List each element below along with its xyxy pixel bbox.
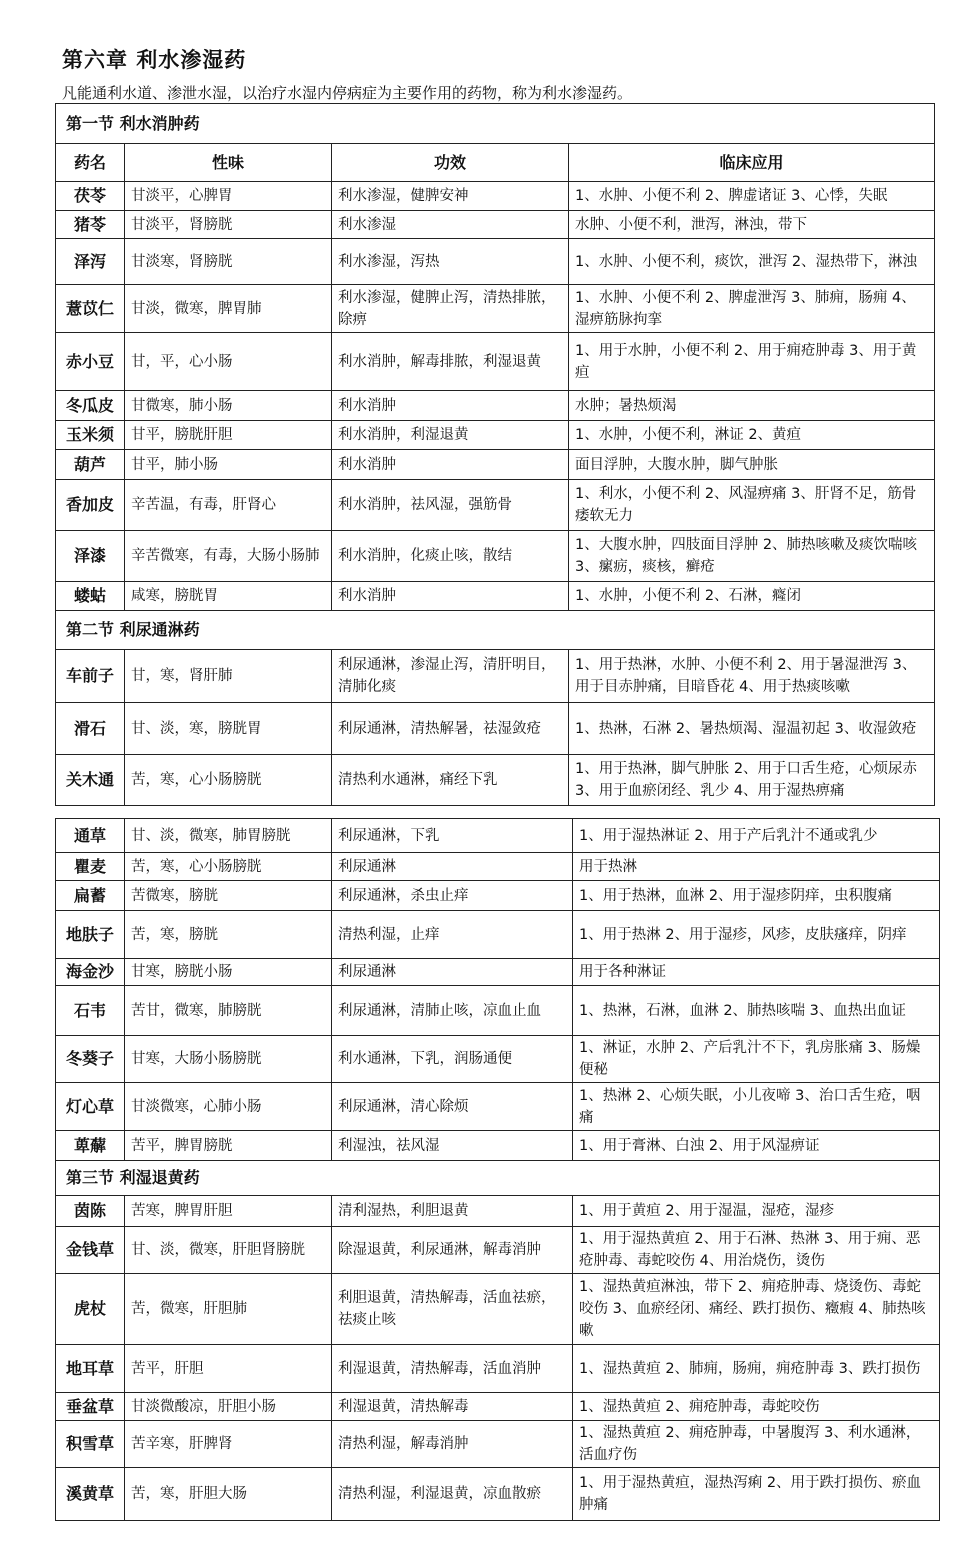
herb-taste: 甘淡平，心脾胃	[125, 182, 332, 211]
herb-use: 1、湿热黄疸淋浊，带下 2、痈疮肿毒、烧烫伤、毒蛇咬伤 3、血瘀经闭、痛经、跌打损伤、癥瘕 4、肺热咳嗽	[573, 1274, 940, 1345]
herb-effect: 清利湿热，利胆退黄	[332, 1196, 573, 1227]
herb-effect: 清热利湿，利湿退黄，凉血散瘀	[332, 1468, 573, 1521]
table-row	[56, 911, 940, 959]
herb-taste: 甘、淡，微寒，肝胆肾膀胱	[125, 1227, 332, 1274]
table-row	[56, 1083, 940, 1131]
table-row	[56, 531, 935, 582]
herb-taste: 甘淡微寒，心肺小肠	[125, 1083, 332, 1131]
herb-effect: 利尿通淋，清心除烦	[332, 1083, 573, 1131]
herb-table-part1	[55, 103, 935, 806]
herb-taste: 甘、淡，寒，膀胱胃	[125, 703, 332, 755]
herb-taste: 苦微寒，膀胱	[125, 881, 332, 911]
herb-name: 蝼蛄	[56, 582, 125, 611]
herb-use: 水肿、小便不利，泄泻，淋浊，带下	[569, 211, 935, 239]
herb-effect: 利水消肿，解毒排脓，利湿退黄	[332, 333, 569, 391]
herb-name: 赤小豆	[56, 333, 125, 391]
herb-name: 积雪草	[56, 1421, 125, 1468]
herb-name: 通草	[56, 819, 125, 853]
herb-effect: 利尿通淋，清热解暑，祛湿敛疮	[332, 703, 569, 755]
herb-effect: 利水消肿	[332, 582, 569, 611]
herb-effect: 利水消肿，化痰止咳，散结	[332, 531, 569, 582]
herb-effect: 利水消肿，祛风湿，强筋骨	[332, 480, 569, 531]
herb-effect: 除湿退黄，利尿通淋，解毒消肿	[332, 1227, 573, 1274]
table-row	[56, 881, 940, 911]
herb-effect: 利尿通淋，杀虫止痒	[332, 881, 573, 911]
herb-taste: 苦甘，微寒，肺膀胱	[125, 986, 332, 1036]
table-row	[56, 1345, 940, 1393]
herb-use: 面目浮肿，大腹水肿，脚气肿胀	[569, 450, 935, 480]
herb-taste: 苦，寒，膀胱	[125, 911, 332, 959]
table-row	[56, 333, 935, 391]
herb-effect: 利水消肿，利湿退黄	[332, 421, 569, 450]
herb-name: 扁蓄	[56, 881, 125, 911]
herb-name: 茯苓	[56, 182, 125, 211]
herb-taste: 苦平，脾胃膀胱	[125, 1131, 332, 1161]
herb-use: 1、热淋，石淋 2、暑热烦渴、湿温初起 3、收湿敛疮	[569, 703, 935, 755]
herb-name: 金钱草	[56, 1227, 125, 1274]
herb-effect: 清热利湿，解毒消肿	[332, 1421, 573, 1468]
herb-effect: 利湿浊，祛风湿	[332, 1131, 573, 1161]
herb-use: 1、用于水肿，小便不利 2、用于痈疮肿毒 3、用于黄疸	[569, 333, 935, 391]
herb-taste: 甘淡，微寒，脾胃肺	[125, 285, 332, 333]
herb-taste: 甘微寒，肺小肠	[125, 391, 332, 421]
herb-taste: 苦辛寒，肝脾肾	[125, 1421, 332, 1468]
section-row	[56, 104, 935, 144]
herb-effect: 利水渗湿，健脾安神	[332, 182, 569, 211]
herb-effect: 清热利水通淋，痛经下乳	[332, 755, 569, 806]
herb-name: 垂盆草	[56, 1393, 125, 1421]
herb-effect: 利湿退黄，清热解毒，活血消肿	[332, 1345, 573, 1393]
table-row	[56, 986, 940, 1036]
herb-use: 1、用于湿热淋证 2、用于产后乳汁不通或乳少	[573, 819, 940, 853]
herb-use: 水肿；暑热烦渴	[569, 391, 935, 421]
herb-name: 猪苓	[56, 211, 125, 239]
herb-use: 1、水肿，小便不利，淋证 2、黄疸	[569, 421, 935, 450]
herb-name: 玉米须	[56, 421, 125, 450]
table-row	[56, 1421, 940, 1468]
chapter-intro: 凡能通利水道、渗泄水湿，以治疗水湿内停病症为主要作用的药物，称为利水渗湿药。	[62, 84, 633, 102]
table-row	[56, 1393, 940, 1421]
herb-taste: 苦平，肝胆	[125, 1345, 332, 1393]
section-title: 第三节 利湿退黄药	[56, 1161, 940, 1196]
herb-name: 香加皮	[56, 480, 125, 531]
herb-name: 灯心草	[56, 1083, 125, 1131]
herb-use: 1、用于热淋 2、用于湿疹，风疹，皮肤瘙痒，阴痒	[573, 911, 940, 959]
herb-effect: 利尿通淋	[332, 959, 573, 986]
herb-name: 关木通	[56, 755, 125, 806]
herb-taste: 甘平，肺小肠	[125, 450, 332, 480]
herb-use: 1、用于黄疸 2、用于湿温，湿疮，湿疹	[573, 1196, 940, 1227]
herb-use: 1、湿热黄疸 2、肺痈，肠痈，痈疮肿毒 3、跌打损伤	[573, 1345, 940, 1393]
table-row	[56, 421, 935, 450]
herb-use: 1、用于热淋，血淋 2、用于湿疹阴痒，虫积腹痛	[573, 881, 940, 911]
herb-use: 用于热淋	[573, 853, 940, 881]
column-header-taste: 性味	[125, 144, 332, 182]
herb-name: 地肤子	[56, 911, 125, 959]
herb-name: 瞿麦	[56, 853, 125, 881]
herb-effect: 利水渗湿，健脾止泻，清热排脓，除痹	[332, 285, 569, 333]
herb-taste: 甘淡微酸凉，肝胆小肠	[125, 1393, 332, 1421]
herb-name: 海金沙	[56, 959, 125, 986]
chapter-title: 第六章 利水渗湿药	[62, 48, 247, 72]
herb-taste: 苦，寒，肝胆大肠	[125, 1468, 332, 1521]
herb-taste: 甘寒，膀胱小肠	[125, 959, 332, 986]
herb-effect: 利水消肿	[332, 450, 569, 480]
table-row	[56, 1036, 940, 1083]
herb-use: 1、用于热淋，水肿、小便不利 2、用于暑湿泄泻 3、用于目赤肿痛，目暗昏花 4、用于热痰咳嗽	[569, 650, 935, 703]
table-row	[56, 582, 935, 611]
herb-effect: 利胆退黄，清热解毒，活血祛瘀，祛痰止咳	[332, 1274, 573, 1345]
herb-taste: 苦寒，脾胃肝胆	[125, 1196, 332, 1227]
herb-effect: 利尿通淋，渗湿止泻，清肝明目，清肺化痰	[332, 650, 569, 703]
herb-name: 冬葵子	[56, 1036, 125, 1083]
herb-name: 石韦	[56, 986, 125, 1036]
table-row	[56, 285, 935, 333]
table-row	[56, 755, 935, 806]
herb-use: 1、热淋 2、心烦失眠，小儿夜啼 3、治口舌生疮，咽痛	[573, 1083, 940, 1131]
herb-effect: 利尿通淋，下乳	[332, 819, 573, 853]
herb-taste: 甘，平，心小肠	[125, 333, 332, 391]
herb-use: 1、水肿、小便不利 2、脾虚泄泻 3、肺痈，肠痈 4、湿痹筋脉拘挛	[569, 285, 935, 333]
table-row	[56, 1227, 940, 1274]
table-row	[56, 391, 935, 421]
herb-effect: 利水消肿	[332, 391, 569, 421]
herb-table-part2	[55, 818, 940, 1521]
herb-taste: 甘、淡，微寒，肺胃膀胱	[125, 819, 332, 853]
herb-effect: 利水渗湿	[332, 211, 569, 239]
herb-taste: 甘，寒，肾肝肺	[125, 650, 332, 703]
herb-taste: 辛苦微寒，有毒，大肠小肠肺	[125, 531, 332, 582]
table-row	[56, 853, 940, 881]
herb-use: 1、湿热黄疸 2、痈疮肿毒，中暑腹泻 3、利水通淋，活血疗伤	[573, 1421, 940, 1468]
herb-name: 虎杖	[56, 1274, 125, 1345]
table-row	[56, 703, 935, 755]
herb-effect: 利尿通淋，清肺止咳，凉血止血	[332, 986, 573, 1036]
herb-name: 泽泻	[56, 239, 125, 285]
table-row	[56, 1468, 940, 1521]
table-row	[56, 1274, 940, 1345]
table-row	[56, 182, 935, 211]
section-title: 第二节 利尿通淋药	[56, 611, 935, 650]
herb-use: 1、湿热黄疸 2、痈疮肿毒，毒蛇咬伤	[573, 1393, 940, 1421]
herb-use: 1、利水，小便不利 2、风湿痹痛 3、肝肾不足，筋骨痿软无力	[569, 480, 935, 531]
herb-use: 1、水肿，小便不利 2、石淋，癃闭	[569, 582, 935, 611]
table-row	[56, 1131, 940, 1161]
herb-taste: 辛苦温，有毒，肝肾心	[125, 480, 332, 531]
table-row	[56, 959, 940, 986]
herb-name: 萆薢	[56, 1131, 125, 1161]
herb-name: 车前子	[56, 650, 125, 703]
herb-use: 1、水肿、小便不利 2、脾虚诸证 3、心悸，失眠	[569, 182, 935, 211]
herb-taste: 甘淡寒，肾膀胱	[125, 239, 332, 285]
table-row	[56, 480, 935, 531]
herb-name: 泽漆	[56, 531, 125, 582]
table-row	[56, 211, 935, 239]
table-row	[56, 819, 940, 853]
herb-taste: 甘淡平，肾膀胱	[125, 211, 332, 239]
herb-use: 1、淋证，水肿 2、产后乳汁不下，乳房胀痛 3、肠燥便秘	[573, 1036, 940, 1083]
herb-name: 薏苡仁	[56, 285, 125, 333]
herb-taste: 苦，寒，心小肠膀胱	[125, 853, 332, 881]
herb-name: 冬瓜皮	[56, 391, 125, 421]
herb-effect: 清热利湿，止痒	[332, 911, 573, 959]
table-row	[56, 450, 935, 480]
table-row	[56, 1196, 940, 1227]
herb-use: 1、用于热淋，脚气肿胀 2、用于口舌生疮，心烦尿赤 3、用于血瘀闭经、乳少 4、用于湿热痹痛	[569, 755, 935, 806]
herb-effect: 利尿通淋	[332, 853, 573, 881]
herb-use: 1、用于湿热黄疸，湿热泻痢 2、用于跌打损伤、瘀血肿痛	[573, 1468, 940, 1521]
herb-name: 葫芦	[56, 450, 125, 480]
herb-use: 1、用于湿热黄疸 2、用于石淋、热淋 3、用于痈、恶疮肿毒、毒蛇咬伤 4、用治烧伤，烫伤	[573, 1227, 940, 1274]
herb-taste: 甘平，膀胱肝胆	[125, 421, 332, 450]
herb-use: 1、大腹水肿，四肢面目浮肿 2、肺热咳嗽及痰饮喘咳 3、瘰疬，痰核，癣疮	[569, 531, 935, 582]
column-header-use: 临床应用	[569, 144, 935, 182]
herb-use: 用于各种淋证	[573, 959, 940, 986]
column-header-effect: 功效	[332, 144, 569, 182]
herb-use: 1、水肿、小便不利，痰饮，泄泻 2、湿热带下，淋浊	[569, 239, 935, 285]
column-header-name: 药名	[56, 144, 125, 182]
herb-effect: 利水渗湿，泻热	[332, 239, 569, 285]
herb-taste: 苦，寒，心小肠膀胱	[125, 755, 332, 806]
herb-taste: 甘寒，大肠小肠膀胱	[125, 1036, 332, 1083]
herb-name: 茵陈	[56, 1196, 125, 1227]
section-title: 第一节 利水消肿药	[56, 104, 935, 144]
herb-effect: 利湿退黄，清热解毒	[332, 1393, 573, 1421]
herb-name: 地耳草	[56, 1345, 125, 1393]
herb-name: 溪黄草	[56, 1468, 125, 1521]
table-row	[56, 239, 935, 285]
herb-effect: 利水通淋，下乳，润肠通便	[332, 1036, 573, 1083]
herb-use: 1、用于膏淋、白浊 2、用于风湿痹证	[573, 1131, 940, 1161]
herb-use: 1、热淋，石淋，血淋 2、肺热咳喘 3、血热出血证	[573, 986, 940, 1036]
header-row	[56, 144, 935, 182]
herb-taste: 苦，微寒，肝胆肺	[125, 1274, 332, 1345]
herb-name: 滑石	[56, 703, 125, 755]
table-row	[56, 650, 935, 703]
section-row	[56, 611, 935, 650]
herb-taste: 咸寒，膀胱胃	[125, 582, 332, 611]
section-row	[56, 1161, 940, 1196]
